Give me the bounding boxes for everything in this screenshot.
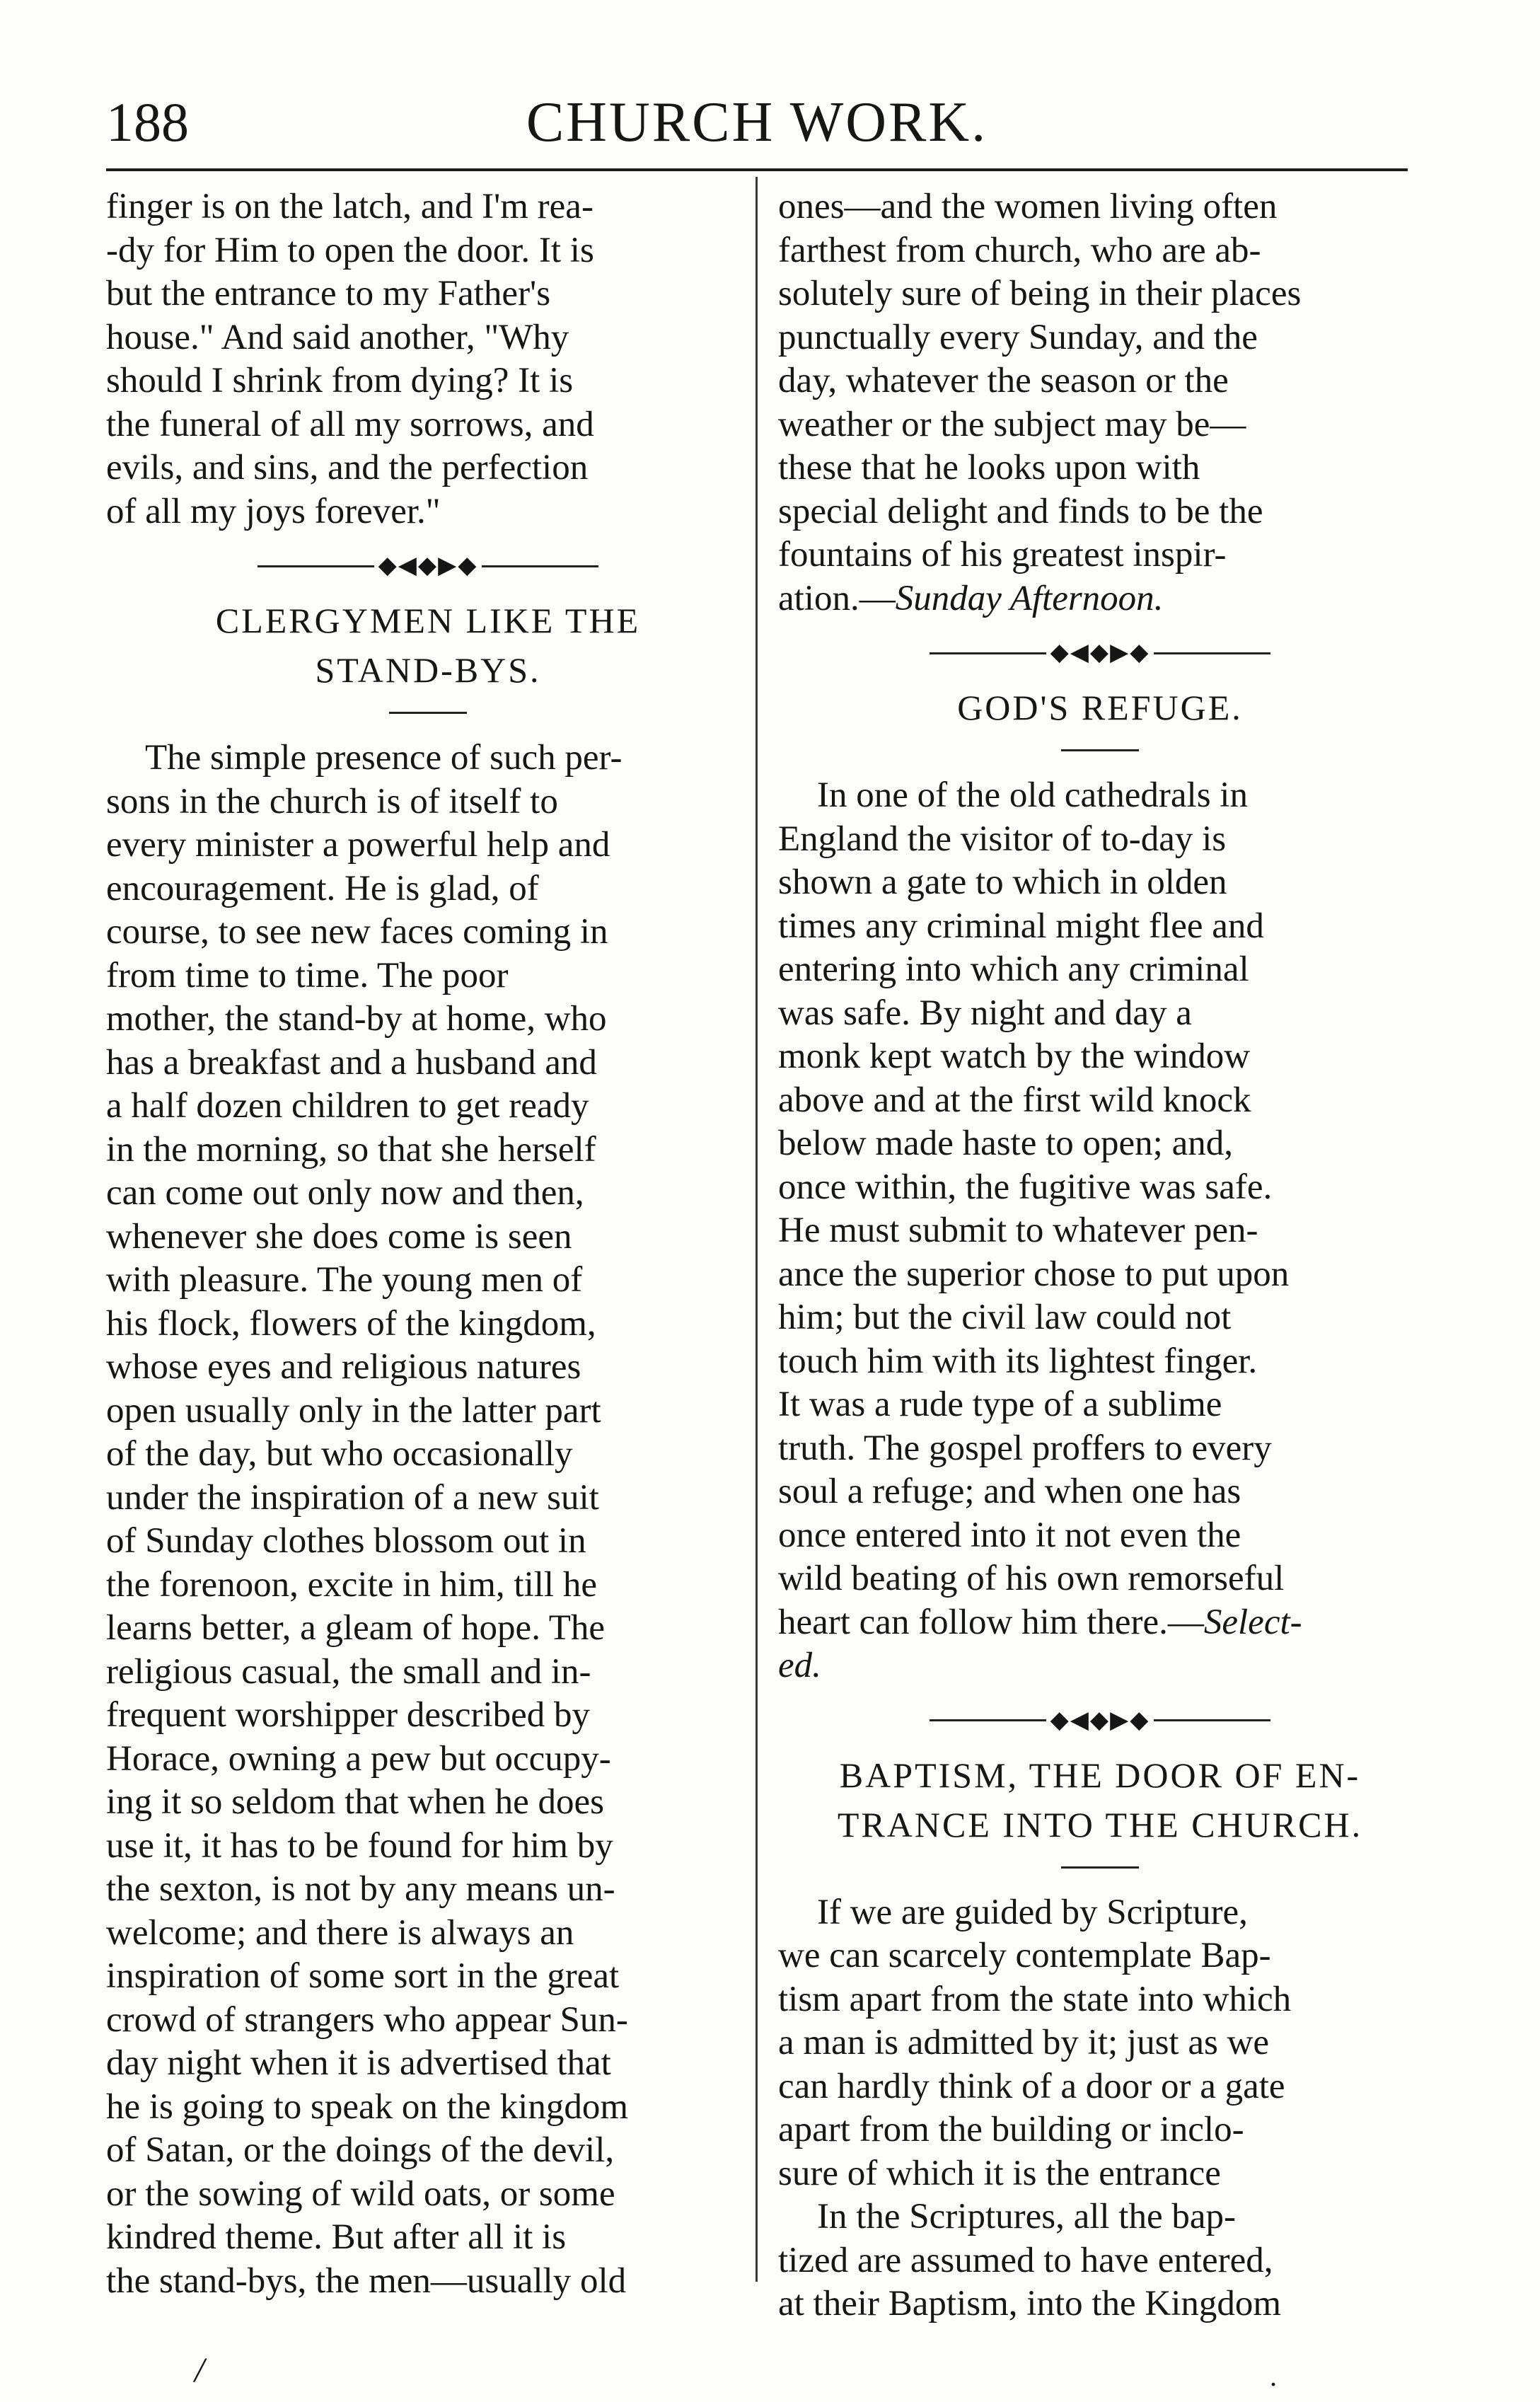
heading-rule bbox=[389, 712, 467, 714]
article-heading-baptism: BAPTISM, THE DOOR OF EN- TRANCE INTO THE CHURCH. bbox=[837, 1755, 1363, 1844]
article-body-stand-bys bbox=[106, 737, 750, 2303]
continued-paragraph bbox=[778, 185, 1422, 620]
text-line: It was a rude type of a sublime bbox=[778, 1385, 1222, 1424]
text-line: monk kept watch by the window bbox=[778, 1037, 1251, 1076]
article-heading-gods-refuge: GOD'S REFUGE. bbox=[957, 688, 1243, 727]
ornament-glyph: ◆◀◆▶◆ bbox=[378, 553, 478, 579]
text-line: encouragement. He is glad, of bbox=[106, 868, 539, 908]
text-line: finger is on the latch, and I'm rea- bbox=[106, 187, 594, 226]
heading-rule bbox=[1061, 749, 1139, 751]
text-line: was safe. By night and day a bbox=[778, 993, 1192, 1033]
text-line: He must submit to whatever pen- bbox=[778, 1211, 1258, 1250]
text-line: ation.—Sunday Afternoon. bbox=[778, 578, 1164, 618]
text-line: day, whatever the season or the bbox=[778, 361, 1229, 400]
text-line: he is going to speak on the kingdom bbox=[106, 2086, 629, 2127]
source-credit: Sunday Afternoon. bbox=[895, 578, 1164, 618]
text-line: we can scarcely contemplate Bap- bbox=[778, 1936, 1271, 1975]
text-line: soul a refuge; and when one has bbox=[778, 1472, 1241, 1511]
text-line: sure of which it is the entrance bbox=[778, 2153, 1221, 2193]
text-line: times any criminal might flee and bbox=[778, 906, 1264, 946]
text-line: course, to see new faces coming in bbox=[106, 912, 608, 952]
text-line: mother, the stand-by at home, who bbox=[106, 999, 607, 1039]
text-line: whenever she does come is seen bbox=[106, 1216, 572, 1257]
text-line: crowd of strangers who appear Sun- bbox=[106, 1999, 628, 2040]
source-credit: Select- bbox=[1203, 1602, 1302, 1642]
text-line: of Sunday clothes blossom out in bbox=[106, 1521, 586, 1561]
text-line: once within, the fugitive was safe. bbox=[778, 1167, 1273, 1207]
text-line: these that he looks upon with bbox=[778, 448, 1200, 487]
text-line: below made haste to open; and, bbox=[778, 1124, 1233, 1163]
text-line: at their Baptism, into the Kingdom bbox=[778, 2284, 1282, 2323]
text-line: the funeral of all my sorrows, and bbox=[106, 404, 594, 444]
section-ornament bbox=[778, 1707, 1422, 1735]
stray-ink-mark: / bbox=[195, 2350, 204, 2389]
text-line: with pleasure. The young men of bbox=[106, 1260, 583, 1300]
text-line: of the day, but who occasionally bbox=[106, 1434, 573, 1474]
text-line: him; but the civil law could not bbox=[778, 1298, 1232, 1337]
text-line: shown a gate to which in olden bbox=[778, 862, 1227, 902]
text-line: punctually every Sunday, and the bbox=[778, 317, 1258, 357]
text-line: can hardly think of a door or a gate bbox=[778, 2066, 1285, 2106]
page-header bbox=[106, 83, 1408, 161]
text-line: welcome; and there is always an bbox=[106, 1912, 574, 1953]
text-line: farthest from church, who are ab- bbox=[778, 230, 1261, 270]
article-body-baptism bbox=[778, 1891, 1422, 2326]
text-line: kindred theme. But after all it is bbox=[106, 2217, 567, 2257]
text-line: -dy for Him to open the door. It is bbox=[106, 230, 594, 270]
continued-paragraph bbox=[106, 185, 750, 533]
source-credit: ed. bbox=[778, 1646, 821, 1685]
ornament-glyph: ◆◀◆▶◆ bbox=[1050, 1707, 1150, 1733]
text-line: apart from the building or inclo- bbox=[778, 2110, 1244, 2149]
text-line: day night when it is advertised that bbox=[106, 2043, 611, 2083]
text-line: use it, it has to be found for him by bbox=[106, 1825, 613, 1866]
text-line: evils, and sins, and the perfection bbox=[106, 448, 589, 487]
text-line: frequent worshipper described by bbox=[106, 1695, 591, 1735]
text-line: sons in the church is of itself to bbox=[106, 781, 558, 821]
text-line: Horace, owning a pew but occupy- bbox=[106, 1738, 611, 1779]
column-divider bbox=[755, 177, 758, 2282]
text-line: entering into which any criminal bbox=[778, 949, 1249, 989]
right-column bbox=[778, 185, 1422, 2326]
ornament-glyph: ◆◀◆▶◆ bbox=[1050, 640, 1150, 666]
text-line: truth. The gospel proffers to every bbox=[778, 1428, 1272, 1468]
text-line: religious casual, the small and in- bbox=[106, 1651, 591, 1692]
text-line: his flock, flowers of the kingdom, bbox=[106, 1303, 596, 1344]
text-line: the stand-bys, the men—usually old bbox=[106, 2260, 627, 2301]
header-rule bbox=[106, 168, 1408, 171]
text-line: In the Scriptures, all the bap- bbox=[817, 2197, 1236, 2236]
text-line: solutely sure of being in their places bbox=[778, 274, 1302, 313]
text-line: every minister a powerful help and bbox=[106, 825, 610, 865]
text-line: touch him with its lightest finger. bbox=[778, 1341, 1258, 1381]
text-line: has a breakfast and a husband and bbox=[106, 1042, 597, 1082]
text-line: above and at the first wild knock bbox=[778, 1080, 1251, 1120]
text-line: tism apart from the state into which bbox=[778, 1979, 1292, 2019]
stray-ink-dot: . bbox=[1270, 2360, 1277, 2392]
text-line: the forenoon, excite in him, till he bbox=[106, 1564, 597, 1605]
text-line: of Satan, or the doings of the devil, bbox=[106, 2130, 615, 2170]
running-title: CHURCH WORK. bbox=[526, 91, 988, 154]
left-column bbox=[106, 185, 750, 2303]
text-line: can come out only now and then, bbox=[106, 1173, 584, 1213]
article-body-gods-refuge bbox=[778, 774, 1422, 1688]
text-line: weather or the subject may be— bbox=[778, 404, 1246, 444]
text-line: a half dozen children to get ready bbox=[106, 1086, 589, 1126]
heading-rule bbox=[1061, 1866, 1139, 1869]
text-line: fountains of his greatest inspir- bbox=[778, 535, 1227, 574]
text-line: wild beating of his own remorseful bbox=[778, 1559, 1285, 1598]
article-heading-stand-bys: CLERGYMEN LIKE THE STAND-BYS. bbox=[215, 601, 641, 690]
text-line: The simple presence of such per- bbox=[145, 738, 623, 778]
text-line: England the visitor of to-day is bbox=[778, 819, 1227, 859]
text-line: or the sowing of wild oats, or some bbox=[106, 2173, 615, 2214]
text-line: open usually only in the latter part bbox=[106, 1390, 601, 1431]
text-line: in the morning, so that she herself bbox=[106, 1129, 596, 1170]
text-line: ing it so seldom that when he does bbox=[106, 1782, 604, 1822]
text-line: ance the superior chose to put upon bbox=[778, 1254, 1290, 1294]
text-line: inspiration of some sort in the great bbox=[106, 1956, 620, 1996]
text-line: should I shrink from dying? It is bbox=[106, 361, 574, 400]
text-line: a man is admitted by it; just as we bbox=[778, 2023, 1270, 2062]
text-line: from time to time. The poor bbox=[106, 955, 509, 995]
text-line: In one of the old cathedrals in bbox=[817, 775, 1248, 815]
section-ornament bbox=[106, 552, 750, 580]
text-line: whose eyes and religious natures bbox=[106, 1347, 581, 1387]
page-number: 188 bbox=[106, 91, 189, 153]
section-ornament bbox=[778, 639, 1422, 667]
text-line: special delight and finds to be the bbox=[778, 491, 1263, 531]
text-line: of all my joys forever." bbox=[106, 491, 441, 531]
text-line: once entered into it not even the bbox=[778, 1515, 1241, 1555]
text-line: tized are assumed to have entered, bbox=[778, 2240, 1273, 2280]
text-line: but the entrance to my Father's bbox=[106, 274, 551, 313]
text-line: heart can follow him there.—Select- bbox=[778, 1602, 1302, 1642]
text-line: ones—and the women living often bbox=[778, 187, 1278, 226]
text-line: the sexton, is not by any means un- bbox=[106, 1869, 615, 1909]
text-line: learns better, a gleam of hope. The bbox=[106, 1608, 606, 1648]
text-line: If we are guided by Scripture, bbox=[817, 1892, 1248, 1932]
text-line: under the inspiration of a new suit bbox=[106, 1477, 599, 1518]
text-line: house." And said another, "Why bbox=[106, 317, 569, 357]
